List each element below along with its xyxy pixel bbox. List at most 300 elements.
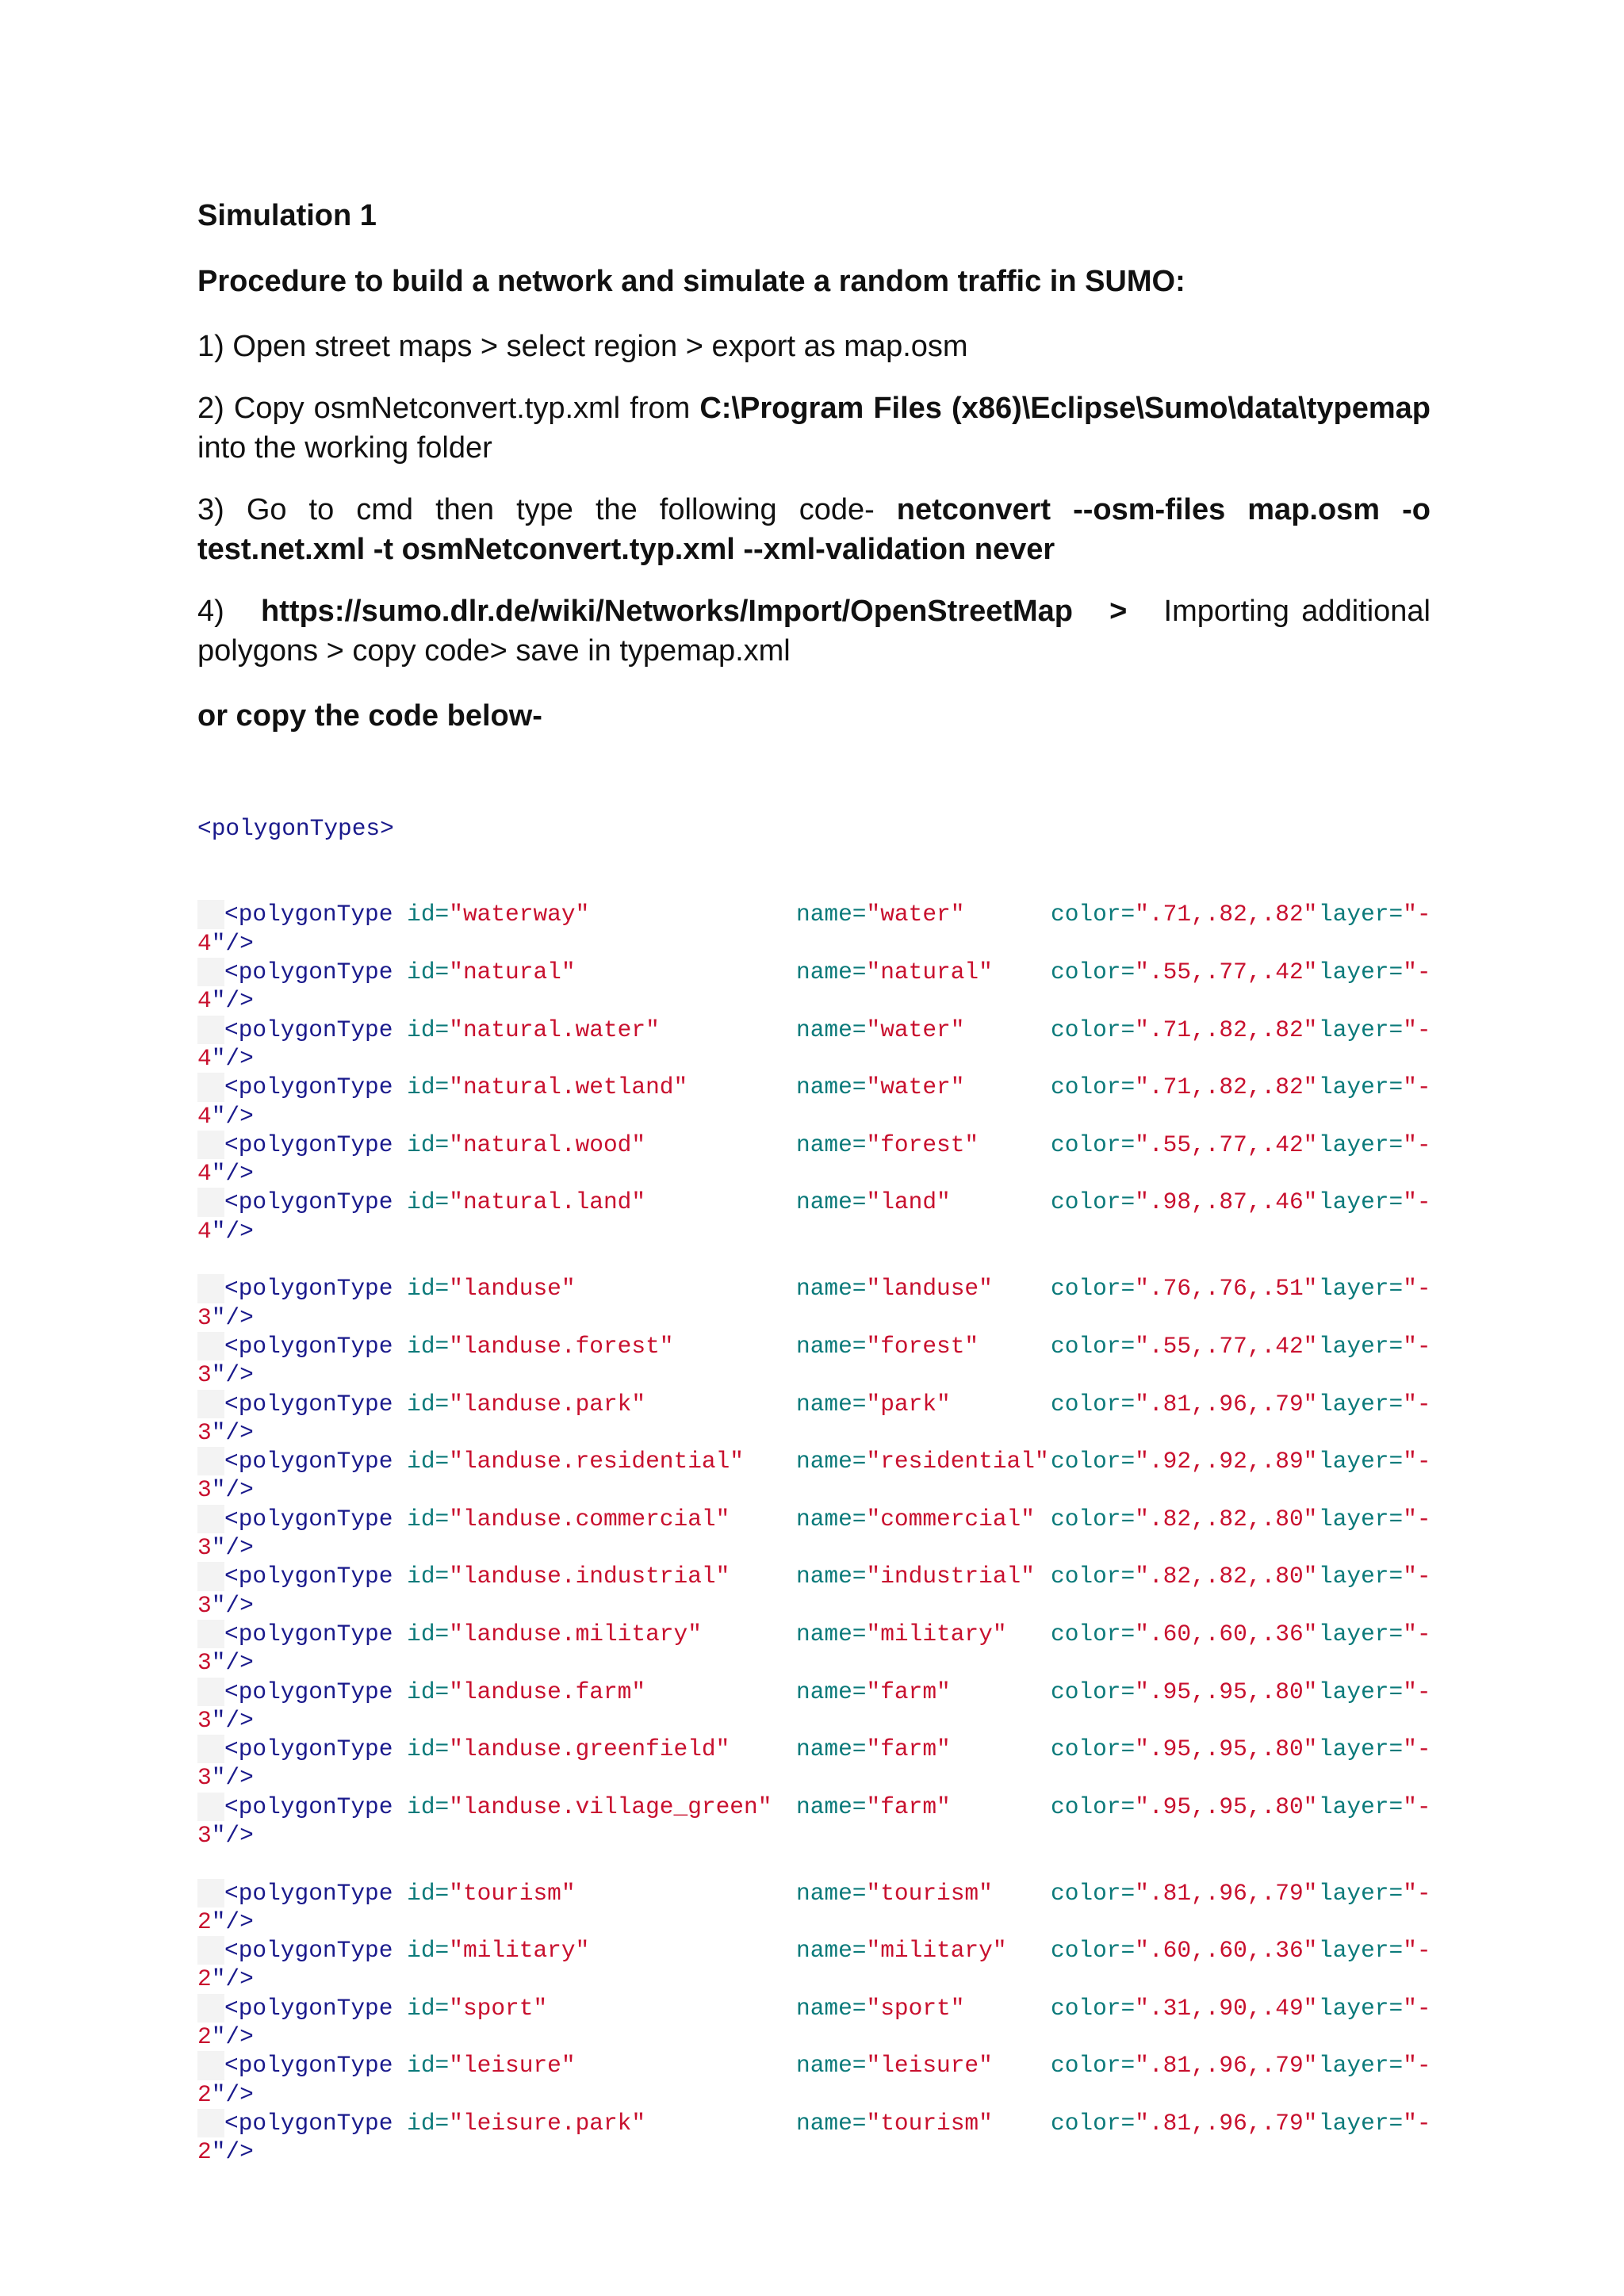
code-layer-value-start: "- [1403, 1620, 1431, 1647]
code-attr-layer: layer= [1319, 1937, 1404, 1965]
code-name-value: "natural" [866, 959, 993, 986]
code-layer-col [1319, 1793, 1431, 1821]
code-attr-layer: layer= [1319, 1620, 1404, 1647]
code-color-value: ".81,.96,.79" [1135, 1879, 1318, 1907]
code-name-col [796, 1188, 951, 1216]
code-layer-value-end: 4 [197, 1217, 212, 1245]
code-line-wrap [197, 1965, 1434, 1993]
code-close: "/> [211, 987, 254, 1015]
code-layer-col [1319, 1390, 1431, 1418]
code-intro: or copy the code below- [197, 699, 542, 733]
code-layer-value-end: 2 [197, 1908, 212, 1935]
code-indent [197, 1793, 224, 1821]
code-color-value: ".71,.82,.82" [1135, 1016, 1318, 1043]
code-line-wrap [197, 1706, 1434, 1735]
code-line [197, 1735, 1434, 1763]
step-4-text: Importing additional polygons > copy code> save in typemap.xml [197, 595, 1431, 668]
code-color-value: ".55,.77,.42" [1135, 1131, 1318, 1158]
code-indent [197, 1735, 224, 1763]
code-layer-value-start: "- [1403, 1332, 1431, 1360]
code-attr-color: color= [1051, 1131, 1136, 1158]
code-color-col [1051, 1562, 1317, 1590]
code-layer-value-start: "- [1403, 1505, 1431, 1533]
code-attr-name: name= [796, 1994, 867, 2022]
code-name-col [796, 1390, 951, 1418]
code-blank-line [197, 1246, 1434, 1274]
code-line-wrap [197, 986, 1434, 1015]
code-layer-value-start: "- [1403, 2109, 1431, 2137]
code-layer-col [1319, 1678, 1431, 1706]
code-color-value: ".55,.77,.42" [1135, 1332, 1318, 1360]
code-layer-value-end: 2 [197, 2023, 212, 2051]
code-color-value: ".81,.96,.79" [1135, 1390, 1318, 1418]
code-indent [197, 1620, 224, 1648]
code-id-value: "natural" [449, 959, 576, 986]
code-layer-value-start: "- [1403, 1735, 1431, 1763]
step-2-suffix: into the working folder [197, 431, 492, 465]
code-layer-value-start: "- [1403, 1275, 1431, 1303]
code-attr-layer: layer= [1319, 2109, 1404, 2137]
code-layer-value-start: "- [1403, 1448, 1431, 1475]
code-line [197, 1562, 1434, 1590]
code-name-col [796, 1735, 951, 1763]
code-id-value: "landuse.village_green" [449, 1793, 772, 1820]
code-color-col [1051, 1274, 1317, 1303]
code-attr-id: id= [407, 1793, 450, 1820]
code-color-col [1051, 2109, 1317, 2137]
code-id-value: "landuse.park" [449, 1390, 646, 1418]
code-attr-id: id= [407, 1879, 450, 1907]
step-4-arrow: > [1109, 595, 1128, 628]
code-attr-name: name= [796, 1448, 867, 1475]
code-element: <polygonType [224, 1275, 393, 1303]
code-id-value: "landuse.residential" [449, 1448, 745, 1475]
code-layer-col [1319, 1505, 1431, 1533]
code-line [197, 1879, 1434, 1908]
code-line-wrap [197, 1763, 1434, 1792]
code-line [197, 2051, 1434, 2080]
code-element: <polygonType [224, 901, 393, 928]
code-name-value: "park" [866, 1390, 951, 1418]
code-layer-value-end: 3 [197, 1303, 212, 1331]
code-element: <polygonType [224, 1505, 393, 1533]
code-line-wrap [197, 2080, 1434, 2109]
code-attr-id: id= [407, 1275, 450, 1303]
code-attr-layer: layer= [1319, 1793, 1404, 1820]
code-indent [197, 1505, 224, 1533]
code-close: "/> [211, 1908, 254, 1935]
code-line-wrap [197, 1360, 1434, 1389]
code-layer-value-start: "- [1403, 2052, 1431, 2080]
code-attr-layer: layer= [1319, 1073, 1404, 1101]
code-layer-value-start: "- [1403, 1188, 1431, 1216]
code-id-value: "landuse.greenfield" [449, 1735, 730, 1763]
code-attr-name: name= [796, 1016, 867, 1043]
code-color-col [1051, 1620, 1317, 1648]
code-element: <polygonType [224, 1620, 393, 1647]
code-attr-id: id= [407, 901, 450, 928]
code-close: "/> [211, 1361, 254, 1389]
code-line [197, 1131, 1434, 1159]
code-layer-col [1319, 2109, 1431, 2137]
code-attr-color: color= [1051, 1505, 1136, 1533]
code-color-col [1051, 1447, 1317, 1475]
code-close: "/> [211, 1591, 254, 1619]
code-indent [197, 1936, 224, 1965]
step-1: 1) Open street maps > select region > export as map.osm [197, 330, 968, 363]
code-element: <polygonType [224, 1937, 393, 1965]
code-indent [197, 1678, 224, 1706]
code-line-wrap [197, 1475, 1434, 1504]
code-indent [197, 1131, 224, 1159]
code-element: <polygonType [224, 1678, 393, 1705]
code-name-col [796, 900, 964, 928]
code-layer-col [1319, 1879, 1431, 1908]
code-close: "/> [211, 2138, 254, 2166]
code-element: <polygonType [224, 1879, 393, 1907]
code-attr-name: name= [796, 1332, 867, 1360]
code-attr-color: color= [1051, 1735, 1136, 1763]
code-line [197, 1620, 1434, 1648]
code-attr-layer: layer= [1319, 1275, 1404, 1303]
code-attr-id: id= [407, 1563, 450, 1590]
code-name-col [796, 1131, 979, 1159]
code-color-col [1051, 900, 1317, 928]
code-name-value: "water" [866, 901, 965, 928]
code-name-col [796, 1793, 951, 1821]
code-attr-id: id= [407, 2052, 450, 2080]
code-close: "/> [211, 1217, 254, 1245]
code-layer-value-end: 3 [197, 1476, 212, 1504]
code-id-value: "natural.land" [449, 1188, 646, 1216]
code-name-value: "forest" [866, 1332, 979, 1360]
code-color-value: ".82,.82,.80" [1135, 1563, 1318, 1590]
code-element: <polygonType [224, 1390, 393, 1418]
code-element: <polygonType [224, 1994, 393, 2022]
code-attr-layer: layer= [1319, 1735, 1404, 1763]
code-attr-name: name= [796, 2052, 867, 2080]
code-attr-id: id= [407, 2109, 450, 2137]
code-color-value: ".31,.90,.49" [1135, 1994, 1318, 2022]
code-color-col [1051, 958, 1317, 986]
code-id-value: "natural.wood" [449, 1131, 646, 1158]
code-name-col [796, 1505, 1035, 1533]
step-2 [197, 388, 1431, 468]
code-attr-layer: layer= [1319, 2052, 1404, 2080]
step-2-text: 2) Copy osmNetconvert.typ.xml from [197, 392, 700, 425]
code-name-col [796, 1332, 979, 1360]
code-attr-color: color= [1051, 1793, 1136, 1820]
code-attr-name: name= [796, 959, 867, 986]
code-layer-col [1319, 1131, 1431, 1159]
code-layer-col [1319, 1188, 1431, 1216]
code-layer-value-end: 3 [197, 1534, 212, 1562]
code-element: <polygonType [224, 1131, 393, 1158]
code-attr-id: id= [407, 1188, 450, 1216]
code-layer-value-start: "- [1403, 1793, 1431, 1820]
code-line-wrap [197, 1648, 1434, 1677]
code-color-col [1051, 1678, 1317, 1706]
code-id-value: "tourism" [449, 1879, 576, 1907]
code-name-value: "sport" [866, 1994, 965, 2022]
code-indent [197, 1188, 224, 1216]
code-close: "/> [211, 1303, 254, 1331]
code-attr-layer: layer= [1319, 1994, 1404, 2022]
code-line [197, 1793, 1434, 1821]
code-layer-value-start: "- [1403, 1678, 1431, 1705]
code-name-col [796, 1447, 1049, 1475]
code-layer-value-end: 4 [197, 1160, 212, 1188]
code-indent [197, 1994, 224, 2022]
code-attr-id: id= [407, 1620, 450, 1647]
code-layer-value-end: 2 [197, 2080, 212, 2108]
code-color-value: ".60,.60,.36" [1135, 1937, 1318, 1965]
code-layer-value-end: 3 [197, 1591, 212, 1619]
code-line-wrap [197, 929, 1434, 958]
code-name-value: "farm" [866, 1793, 951, 1820]
code-layer-col [1319, 1620, 1431, 1648]
code-layer-col [1319, 1735, 1431, 1763]
code-id-value: "landuse.military" [449, 1620, 702, 1647]
code-layer-value-start: "- [1403, 1563, 1431, 1590]
code-layer-value-end: 3 [197, 1821, 212, 1849]
code-layer-col [1319, 1073, 1431, 1101]
code-attr-name: name= [796, 1188, 867, 1216]
code-element: <polygonType [224, 1793, 393, 1820]
code-color-col [1051, 1131, 1317, 1159]
code-line [197, 1447, 1434, 1475]
code-attr-id: id= [407, 1937, 450, 1965]
code-line-wrap [197, 2137, 1434, 2166]
code-line [197, 1274, 1434, 1303]
code-line-wrap [197, 1533, 1434, 1562]
code-name-value: "tourism" [866, 1879, 993, 1907]
step-3-text: 3) Go to cmd then type the following code- [197, 493, 897, 526]
code-line-wrap [197, 1102, 1434, 1131]
code-color-value: ".95,.95,.80" [1135, 1793, 1318, 1820]
code-indent [197, 1879, 224, 1908]
code-color-value: ".95,.95,.80" [1135, 1735, 1318, 1763]
code-attr-color: color= [1051, 2109, 1136, 2137]
code-attr-id: id= [407, 1505, 450, 1533]
code-color-value: ".71,.82,.82" [1135, 901, 1318, 928]
code-line [197, 1016, 1434, 1044]
code-indent [197, 1274, 224, 1303]
code-attr-color: color= [1051, 1620, 1136, 1647]
code-name-value: "leisure" [866, 2052, 993, 2080]
code-attr-color: color= [1051, 1879, 1136, 1907]
code-name-col [796, 1936, 1007, 1965]
code-layer-col [1319, 1016, 1431, 1044]
code-layer-value-end: 2 [197, 2138, 212, 2166]
code-attr-layer: layer= [1319, 1678, 1404, 1705]
code-attr-id: id= [407, 1073, 450, 1101]
code-attr-id: id= [407, 1131, 450, 1158]
typemap-path: C:\Program Files (x86)\Eclipse\Sumo\data\typemap [699, 392, 1431, 425]
code-id-value: "landuse.farm" [449, 1678, 646, 1705]
code-color-col [1051, 1793, 1317, 1821]
code-color-value: ".92,.92,.89" [1135, 1448, 1318, 1475]
code-attr-id: id= [407, 1735, 450, 1763]
code-element: <polygonType [224, 2052, 393, 2080]
code-attr-name: name= [796, 1735, 867, 1763]
code-name-col [796, 1994, 964, 2022]
code-close: "/> [211, 2080, 254, 2108]
code-attr-layer: layer= [1319, 1188, 1404, 1216]
code-color-col [1051, 1735, 1317, 1763]
code-layer-col [1319, 900, 1431, 928]
code-indent [197, 1016, 224, 1044]
code-id-value: "sport" [449, 1994, 548, 2022]
code-color-value: ".81,.96,.79" [1135, 2109, 1318, 2137]
code-name-value: "military" [866, 1937, 1007, 1965]
code-name-value: "water" [866, 1073, 965, 1101]
code-name-col [796, 1562, 1035, 1590]
code-attr-color: color= [1051, 1448, 1136, 1475]
code-id-value: "military" [449, 1937, 590, 1965]
code-attr-color: color= [1051, 1563, 1136, 1590]
code-layer-value-end: 4 [197, 987, 212, 1015]
code-id-value: "landuse" [449, 1275, 576, 1303]
code-color-value: ".98,.87,.46" [1135, 1188, 1318, 1216]
code-layer-col [1319, 1274, 1431, 1303]
code-name-col [796, 2109, 993, 2137]
code-attr-layer: layer= [1319, 1016, 1404, 1043]
code-color-col [1051, 1879, 1317, 1908]
code-element: <polygonType [224, 1563, 393, 1590]
code-close: "/> [211, 1649, 254, 1677]
code-indent [197, 1390, 224, 1418]
code-color-value: ".82,.82,.80" [1135, 1505, 1318, 1533]
code-layer-col [1319, 958, 1431, 986]
code-line-wrap [197, 1303, 1434, 1332]
code-id-value: "landuse.commercial" [449, 1505, 730, 1533]
code-indent [197, 1073, 224, 1101]
code-element: <polygonType [224, 1332, 393, 1360]
code-color-col [1051, 1994, 1317, 2022]
code-id-value: "leisure.park" [449, 2109, 646, 2137]
code-layer-value-end: 3 [197, 1361, 212, 1389]
xml-code-block [197, 756, 1434, 2167]
code-attr-name: name= [796, 1390, 867, 1418]
code-line-wrap [197, 1591, 1434, 1620]
code-attr-color: color= [1051, 1275, 1136, 1303]
code-color-col [1051, 1390, 1317, 1418]
step-4-number: 4) [197, 595, 224, 628]
code-attr-layer: layer= [1319, 1332, 1404, 1360]
code-layer-value-end: 3 [197, 1418, 212, 1446]
code-attr-name: name= [796, 1073, 867, 1101]
sumo-wiki-link[interactable]: https://sumo.dlr.de/wiki/Networks/Import/OpenStreetMap [260, 595, 1073, 628]
code-line-wrap [197, 1908, 1434, 1936]
code-id-value: "natural.water" [449, 1016, 660, 1043]
code-indent [197, 2109, 224, 2137]
code-id-value: "landuse.industrial" [449, 1563, 730, 1590]
code-name-col [796, 1879, 993, 1908]
code-attr-layer: layer= [1319, 901, 1404, 928]
code-id-value: "natural.wetland" [449, 1073, 688, 1101]
code-line-wrap [197, 1418, 1434, 1447]
code-attr-id: id= [407, 1390, 450, 1418]
code-layer-value-start: "- [1403, 901, 1431, 928]
code-name-value: "land" [866, 1188, 951, 1216]
code-layer-value-start: "- [1403, 959, 1431, 986]
code-attr-layer: layer= [1319, 1448, 1404, 1475]
code-attr-name: name= [796, 1793, 867, 1820]
code-attr-layer: layer= [1319, 1390, 1404, 1418]
code-attr-layer: layer= [1319, 1505, 1404, 1533]
code-color-value: ".76,.76,.51" [1135, 1275, 1318, 1303]
code-line [197, 1390, 1434, 1418]
code-element: <polygonType [224, 1073, 393, 1101]
code-color-value: ".81,.96,.79" [1135, 2052, 1318, 2080]
code-open-tag: <polygonTypes> [197, 814, 394, 842]
code-attr-name: name= [796, 901, 867, 928]
code-line [197, 900, 1434, 928]
code-name-col [796, 1620, 1007, 1648]
code-attr-color: color= [1051, 1188, 1136, 1216]
code-layer-value-end: 4 [197, 929, 212, 957]
code-line [197, 1936, 1434, 1965]
code-name-col [796, 1678, 951, 1706]
code-indent [197, 1332, 224, 1360]
code-indent [197, 1562, 224, 1590]
step-3 [197, 490, 1431, 569]
code-attr-name: name= [796, 1131, 867, 1158]
code-attr-id: id= [407, 959, 450, 986]
code-color-col [1051, 1188, 1317, 1216]
code-name-value: "residential" [866, 1448, 1049, 1475]
code-attr-name: name= [796, 1505, 867, 1533]
code-line [197, 2109, 1434, 2137]
code-attr-color: color= [1051, 1016, 1136, 1043]
code-name-value: "forest" [866, 1131, 979, 1158]
code-layer-value-end: 3 [197, 1764, 212, 1792]
code-id-value: "landuse.forest" [449, 1332, 674, 1360]
code-attr-color: color= [1051, 1332, 1136, 1360]
code-attr-id: id= [407, 1448, 450, 1475]
code-line-wrap [197, 1159, 1434, 1188]
code-attr-color: color= [1051, 1678, 1136, 1705]
code-line-wrap [197, 1044, 1434, 1073]
code-layer-value-end: 4 [197, 1044, 212, 1072]
code-id-value: "waterway" [449, 901, 590, 928]
code-color-value: ".95,.95,.80" [1135, 1678, 1318, 1705]
code-attr-name: name= [796, 1275, 867, 1303]
code-layer-col [1319, 1936, 1431, 1965]
code-attr-name: name= [796, 1620, 867, 1647]
code-layer-value-end: 4 [197, 1102, 212, 1130]
netconvert-command: netconvert --osm-files map.osm -o test.net.xml -t osmNetconvert.typ.xml --xml-validation never [197, 493, 1431, 566]
code-element: <polygonType [224, 1188, 393, 1216]
code-color-col [1051, 1016, 1317, 1044]
code-name-value: "military" [866, 1620, 1007, 1647]
code-name-col [796, 1016, 964, 1044]
code-name-value: "landuse" [866, 1275, 993, 1303]
code-line [197, 1188, 1434, 1216]
code-line-wrap [197, 1217, 1434, 1246]
code-close: "/> [211, 1706, 254, 1734]
code-attr-name: name= [796, 1563, 867, 1590]
code-color-value: ".71,.82,.82" [1135, 1073, 1318, 1101]
code-line [197, 1332, 1434, 1360]
code-element: <polygonType [224, 1016, 393, 1043]
code-element: <polygonType [224, 2109, 393, 2137]
code-name-value: "industrial" [866, 1563, 1035, 1590]
code-layer-value-start: "- [1403, 1073, 1431, 1101]
code-name-col [796, 1274, 993, 1303]
code-close: "/> [211, 1764, 254, 1792]
